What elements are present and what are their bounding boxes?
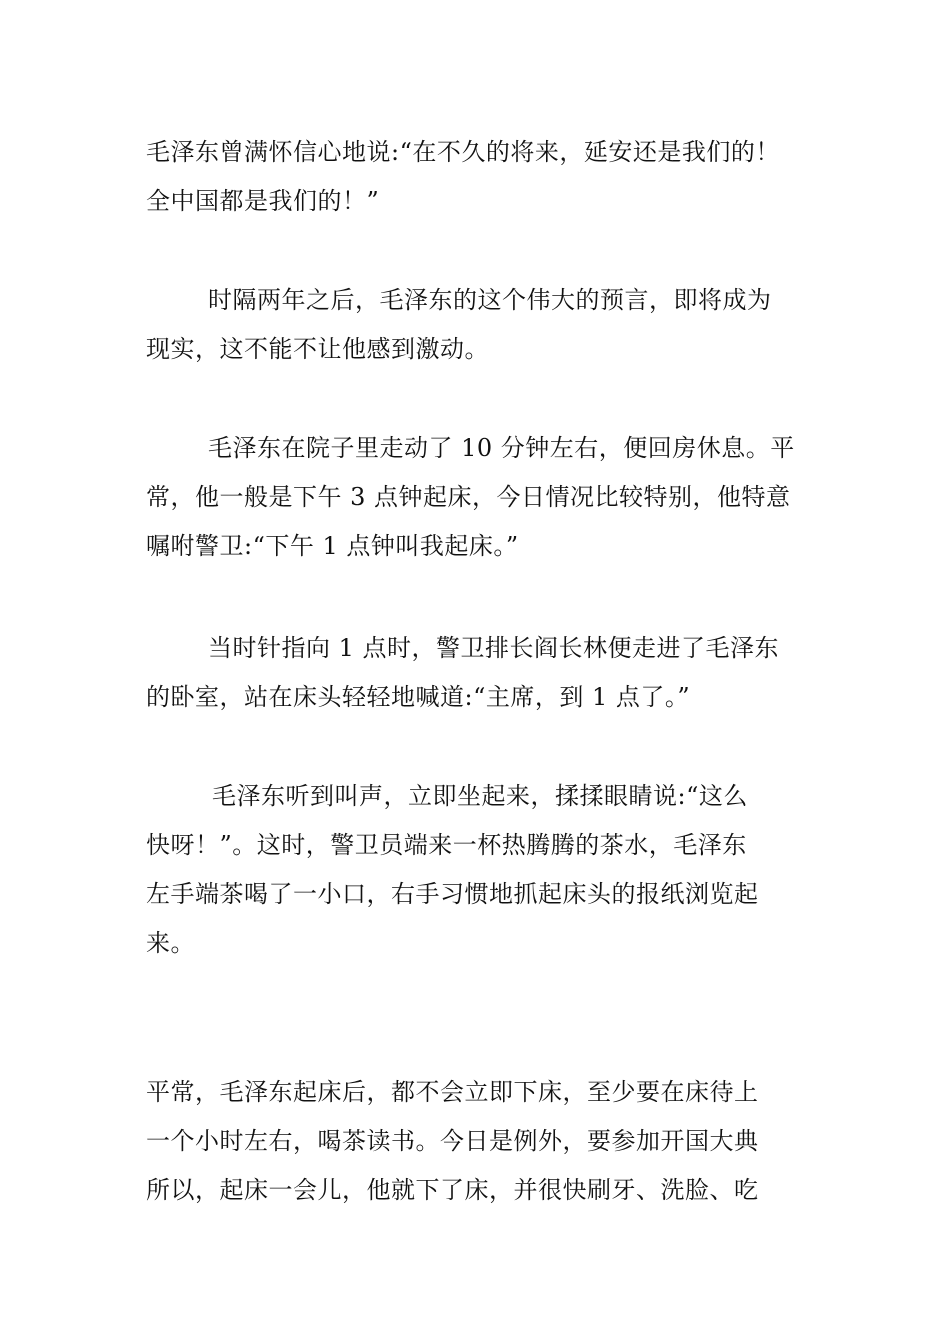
paragraph-line: 左手端茶喝了一小口，右手习惯地抓起床头的报纸浏览起 <box>146 880 759 908</box>
paragraph-3 <box>146 424 810 571</box>
paragraph-line: 毛泽东曾满怀信心地说:“在不久的将来，延安还是我们的！ <box>146 138 780 166</box>
paragraph-line: 快呀！”。这时，警卫员端来一杯热腾腾的茶水，毛泽东 <box>146 831 747 859</box>
paragraph-line: 当时针指向 1 点时，警卫排长阎长林便走进了毛泽东 <box>208 634 780 662</box>
paragraph-line: 平常，毛泽东起床后，都不会立即下床，至少要在床待上 <box>146 1078 759 1106</box>
paragraph-line: 现实，这不能不让他感到激动。 <box>146 335 489 363</box>
paragraph-line: 毛泽东在院子里走动了 10 分钟左右，便回房休息。平 <box>208 434 795 462</box>
paragraph-5 <box>146 772 810 968</box>
paragraph-line: 嘱咐警卫:“下午 1 点钟叫我起床。” <box>146 532 519 560</box>
paragraph-line: 一个小时左右，喝茶读书。今日是例外，要参加开国大典 <box>146 1127 759 1155</box>
paragraph-line: 时隔两年之后，毛泽东的这个伟大的预言，即将成为 <box>208 286 772 314</box>
paragraph-2 <box>146 276 810 374</box>
paragraph-line: 所以，起床一会儿，他就下了床，并很快刷牙、洗脸、吃 <box>146 1176 759 1204</box>
paragraph-line: 的卧室，站在床头轻轻地喊道:“主席，到 1 点了。” <box>146 683 691 711</box>
paragraph-line: 全中国都是我们的！” <box>146 187 380 215</box>
paragraph-1 <box>146 128 810 226</box>
paragraph-line: 毛泽东听到叫声，立即坐起来，揉揉眼睛说:“这么 <box>212 782 748 810</box>
paragraph-line: 来。 <box>146 929 195 957</box>
paragraph-6 <box>146 1068 810 1215</box>
paragraph-4 <box>146 624 810 722</box>
paragraph-line: 常，他一般是下午 3 点钟起床，今日情况比较特别，他特意 <box>146 483 791 511</box>
